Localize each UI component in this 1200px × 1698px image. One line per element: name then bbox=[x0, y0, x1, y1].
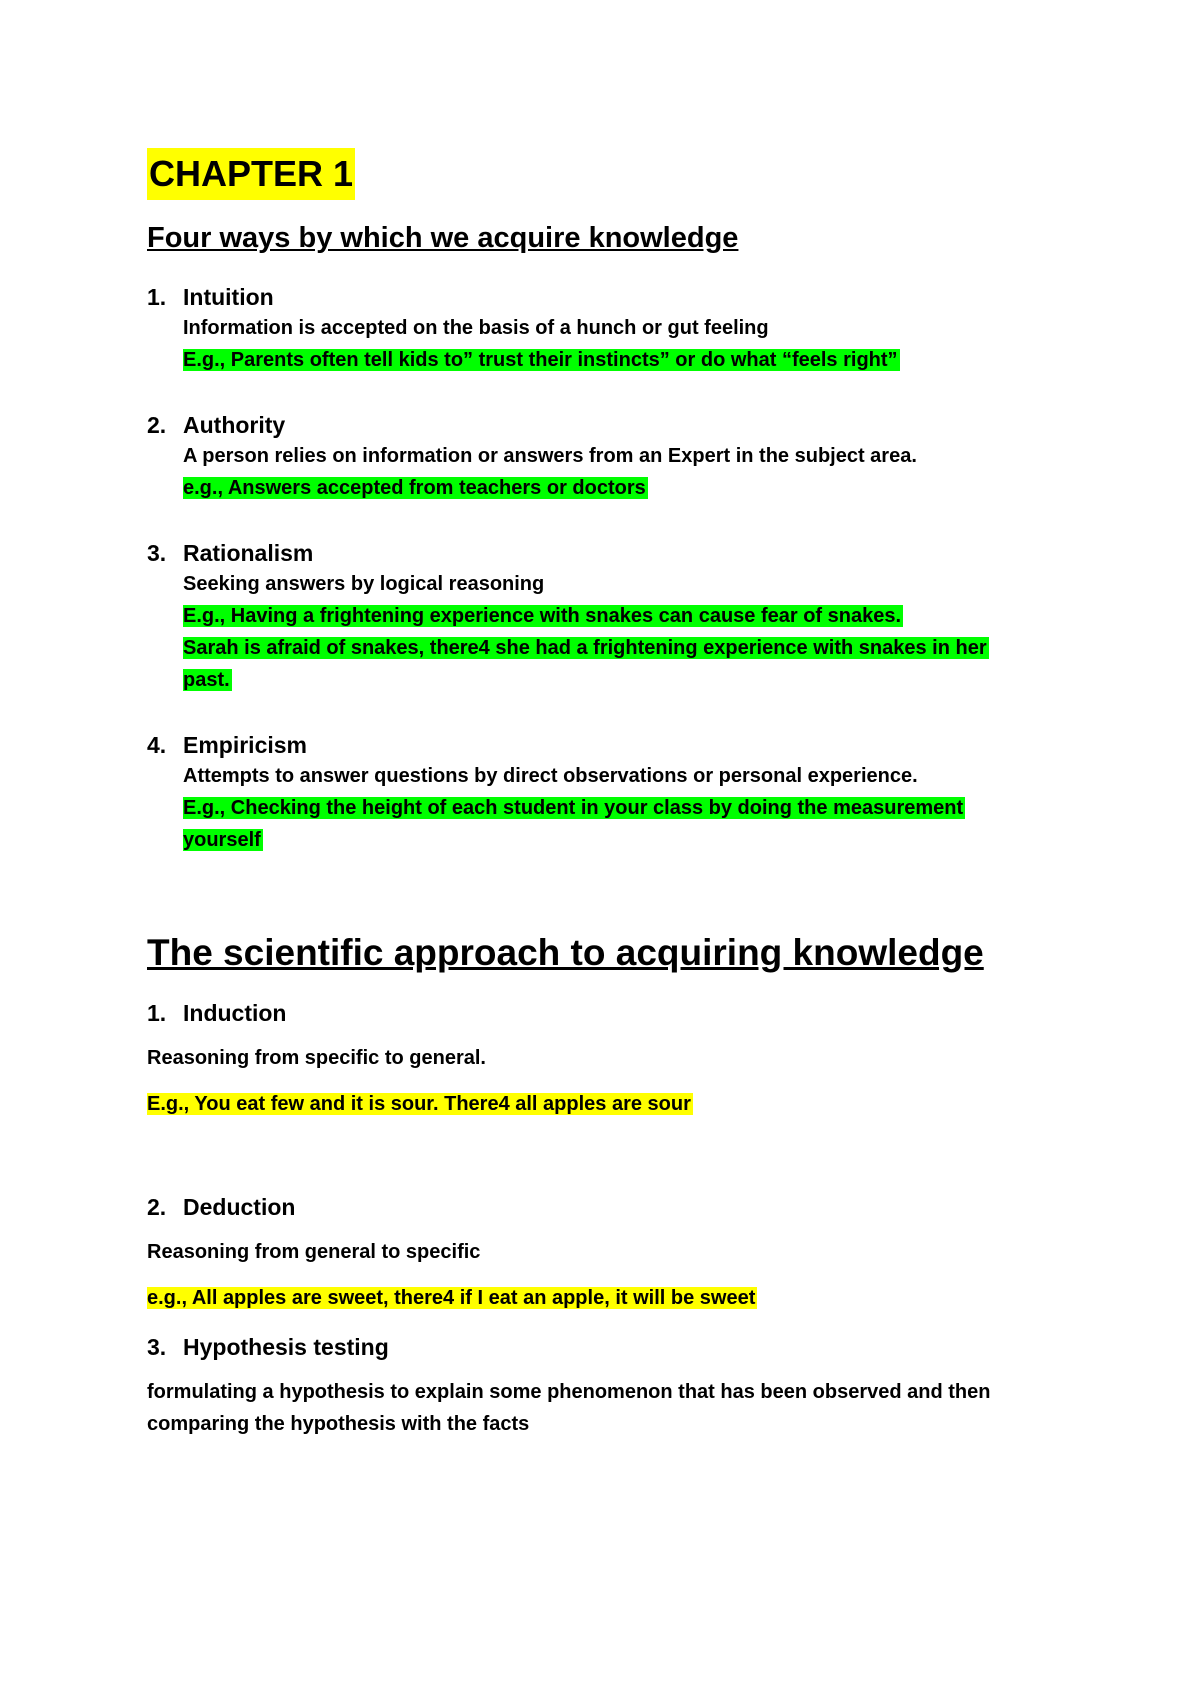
list-item bbox=[147, 1192, 1107, 1314]
item-description: Information is accepted on the basis of a hunch or gut feeling bbox=[183, 317, 769, 339]
description-line: formulating a hypothesis to explain some phenomenon that has been observed and then bbox=[147, 1381, 991, 1403]
document-page bbox=[147, 148, 1107, 1440]
item-heading bbox=[147, 410, 1107, 440]
item-example: E.g., You eat few and it is sour. There4 all apples are sour bbox=[147, 1093, 691, 1115]
section-title-scientific: The scientific approach to acquiring knowledge bbox=[147, 932, 984, 973]
item-title: Empiricism bbox=[183, 732, 307, 758]
section-title-ways: Four ways by which we acquire knowledge bbox=[147, 222, 739, 254]
item-number: 4. bbox=[147, 732, 167, 758]
item-number: 1. bbox=[147, 284, 167, 310]
item-heading bbox=[147, 1332, 1107, 1362]
list-item bbox=[147, 1332, 1107, 1440]
item-heading bbox=[147, 998, 1107, 1028]
item-heading bbox=[147, 282, 1107, 312]
item-example: E.g., Having a frightening experience with snakes can cause fear of snakes. bbox=[183, 605, 902, 627]
item-number: 3. bbox=[147, 1334, 167, 1360]
item-title: Hypothesis testing bbox=[183, 1334, 389, 1360]
item-example: E.g., Parents often tell kids to” trust their instincts” or do what “feels right” bbox=[183, 349, 898, 371]
item-title: Intuition bbox=[183, 284, 274, 310]
item-example: past. bbox=[183, 669, 230, 691]
item-number: 3. bbox=[147, 540, 167, 566]
item-example: Sarah is afraid of snakes, there4 she had a frightening experience with snakes in her bbox=[183, 637, 987, 659]
item-description: Attempts to answer questions by direct observations or personal experience. bbox=[183, 765, 918, 787]
item-description: Reasoning from specific to general. bbox=[147, 1047, 486, 1069]
item-heading bbox=[147, 1192, 1107, 1222]
item-title: Rationalism bbox=[183, 540, 314, 566]
item-description: Seeking answers by logical reasoning bbox=[183, 573, 545, 595]
item-example: E.g., Checking the height of each student in your class by doing the measurement bbox=[183, 797, 964, 819]
list-item bbox=[147, 538, 1107, 696]
list-item bbox=[147, 998, 1107, 1120]
item-example: e.g., All apples are sweet, there4 if I eat an apple, it will be sweet bbox=[147, 1287, 756, 1309]
list-item bbox=[147, 282, 1107, 376]
item-title: Authority bbox=[183, 412, 286, 438]
item-example: yourself bbox=[183, 829, 261, 851]
item-number: 2. bbox=[147, 412, 167, 438]
item-title: Deduction bbox=[183, 1194, 296, 1220]
item-example: e.g., Answers accepted from teachers or doctors bbox=[183, 477, 646, 499]
item-description: Reasoning from general to specific bbox=[147, 1241, 481, 1263]
list-item bbox=[147, 410, 1107, 504]
item-description: A person relies on information or answers from an Expert in the subject area. bbox=[183, 445, 917, 467]
item-number: 2. bbox=[147, 1194, 167, 1220]
chapter-heading: CHAPTER 1 bbox=[147, 148, 355, 200]
item-heading bbox=[147, 730, 1107, 760]
item-number: 1. bbox=[147, 1000, 167, 1026]
item-description bbox=[147, 1376, 1107, 1440]
list-item bbox=[147, 730, 1107, 856]
item-heading bbox=[147, 538, 1107, 568]
description-line: comparing the hypothesis with the facts bbox=[147, 1413, 530, 1435]
item-title: Induction bbox=[183, 1000, 287, 1026]
